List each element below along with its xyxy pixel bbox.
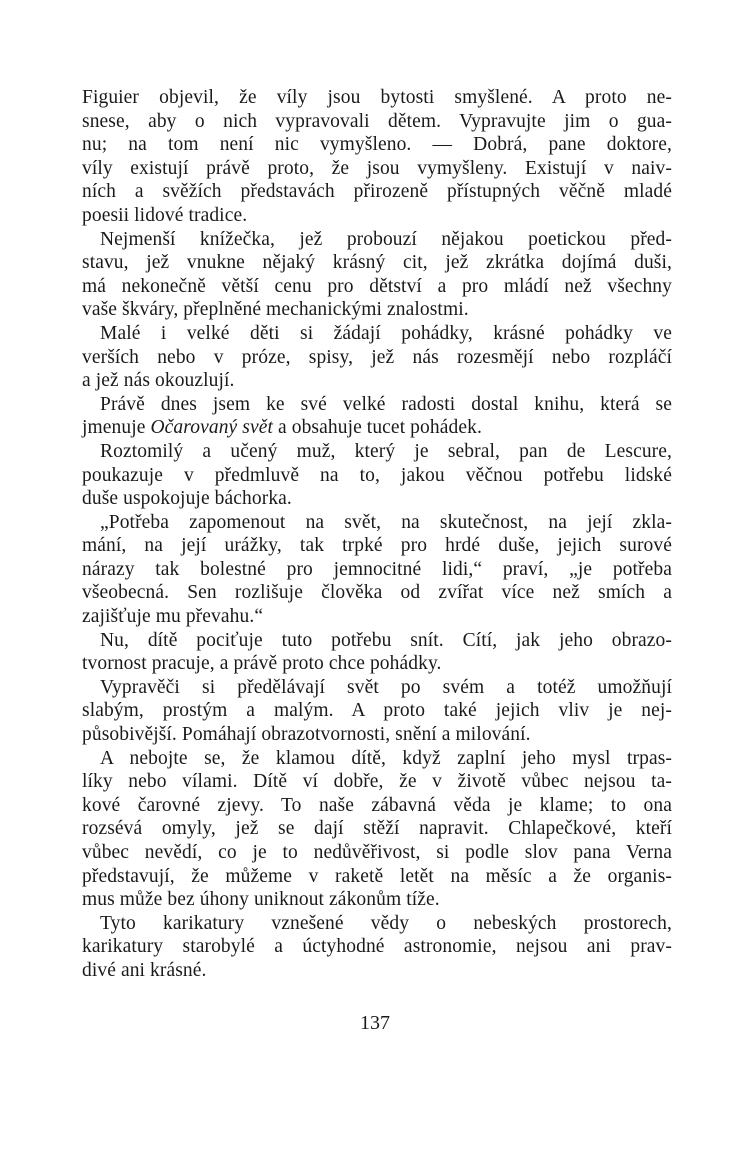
paragraph	[82, 86, 672, 228]
text-line: duše uspokojuje báchorka.	[82, 488, 292, 510]
text-line: ních a svěžích představách přirozeně přístupných věčně mladé	[82, 181, 672, 203]
text-line: mání, na její urážky, tak trpké pro hrdé duše, jejich surové	[82, 535, 672, 557]
text-line: mus může bez úhony uniknout zákonům tíže.	[82, 889, 440, 911]
text-line: Nu, dítě pociťuje tuto potřebu snít. Cítí, jak jeho obrazo-	[100, 629, 672, 651]
text-line: poesii lidové tradice.	[82, 204, 248, 226]
text-line: vaše škváry, přeplněné mechanickými znalostmi.	[82, 299, 469, 321]
text-line: karikatury starobylé a úctyhodné astronomie, nejsou ani prav-	[82, 936, 672, 958]
text-line: A nebojte se, že klamou dítě, když zaplní jeho mysl trpas-	[100, 747, 672, 769]
text-line: slabým, prostým a malým. A proto také jejich vliv je nej-	[82, 700, 672, 722]
paragraph	[82, 322, 672, 393]
text-line: stavu, jež vnukne nějaký krásný cit, jež zkrátka dojímá duši,	[82, 252, 672, 274]
paragraph	[82, 747, 672, 912]
page-number: 137	[360, 1012, 390, 1034]
text-line: Roztomilý a učený muž, který je sebral, pan de Lescure,	[100, 440, 672, 462]
text-span: a obsahuje tucet pohádek.	[273, 417, 482, 439]
text-line: a jež nás okouzlují.	[82, 370, 235, 392]
text-line: rozsévá omyly, jež se dají stěží napravit. Chlapečkové, kteří	[82, 818, 672, 840]
text-line: divé ani krásné.	[82, 959, 207, 981]
text-line: vůbec nevědí, co je to nedůvěřivost, si podle slov pana Verna	[82, 842, 672, 863]
text-line: Tyto karikatury vznešené vědy o nebeských prostorech,	[100, 912, 672, 934]
text-line: tvornost pracuje, a právě proto chce pohádky.	[82, 653, 442, 675]
paragraph	[82, 511, 672, 629]
text-line: verších nebo v próze, spisy, jež nás rozesmějí nebo rozpláčí	[82, 346, 672, 368]
text-line	[82, 416, 672, 440]
text-line: působivější. Pomáhají obrazotvornosti, snění a milování.	[82, 724, 531, 746]
paragraph	[82, 228, 672, 322]
text-line: zajišťuje mu převahu.“	[82, 606, 264, 628]
text-line: nárazy tak bolestné pro jemnocitné lidi,“ praví, „je potřeba	[82, 558, 672, 580]
text-line: nu; na tom není nic vymyšleno. — Dobrá, pane doktore,	[82, 134, 672, 156]
text-line: Malé i velké děti si žádají pohádky, krásné pohádky ve	[100, 322, 672, 344]
text-line: víly existují právě proto, že jsou vymyšleny. Existují v naiv-	[82, 157, 672, 179]
text-line: Figuier objevil, že víly jsou bytosti smyšlené. A proto ne-	[82, 87, 672, 108]
paragraph	[82, 676, 672, 747]
paragraph	[82, 629, 672, 676]
text-line: poukazuje v předmluvě na to, jakou věčnou potřebu lidské	[82, 464, 672, 486]
text-line: snese, aby o nich vypravovali dětem. Vypravujte jim o gua-	[82, 110, 672, 132]
paragraph	[82, 912, 672, 983]
text-line: Právě dnes jsem ke své velké radosti dostal knihu, která se	[100, 393, 672, 415]
text-line: představují, že můžeme v raketě letět na měsíc a že organis-	[82, 865, 672, 887]
paragraph	[82, 393, 672, 440]
text-line: všeobecná. Sen rozlišuje člověka od zvířat více než smích a	[82, 582, 672, 604]
text-span: jmenuje	[82, 417, 151, 439]
page-body	[82, 86, 672, 983]
text-line: Nejmenší knížečka, jež probouzí nějakou poetickou před-	[100, 228, 672, 250]
book-title: Očarovaný svět	[150, 417, 274, 439]
text-line: líky nebo vílami. Dítě ví dobře, že v životě vůbec nejsou ta-	[82, 771, 672, 793]
paragraph	[82, 440, 672, 511]
text-line: má nekonečně větší cenu pro dětství a pro mládí než všechny	[82, 275, 672, 297]
text-line: „Potřeba zapomenout na svět, na skutečnost, na její zkla-	[100, 511, 672, 533]
text-line: kové čarovné zjevy. To naše zábavná věda je klame; to ona	[82, 794, 672, 816]
text-line: Vypravěči si předělávají svět po svém a totéž umožňují	[100, 676, 672, 698]
